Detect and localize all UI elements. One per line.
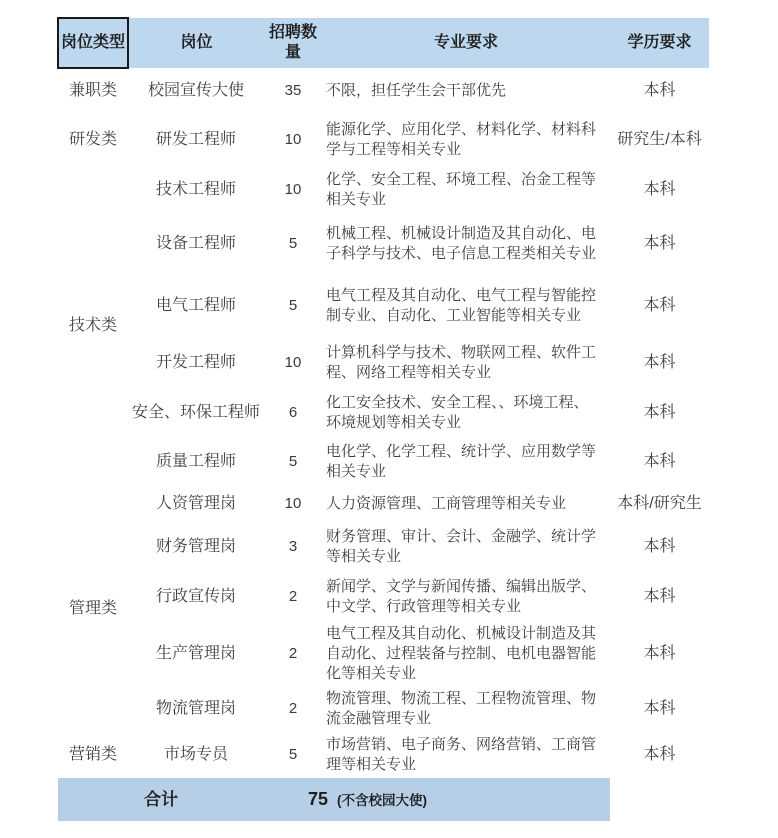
education-cell: 本科 — [643, 353, 676, 371]
major-cell: 化工安全技术、安全工程、、环境工程、环境规划等相关专业 — [326, 394, 589, 431]
education-cell: 本科 — [643, 746, 676, 763]
col-header-category: 岗位类型 — [58, 18, 128, 68]
education-cell: 本科 — [643, 645, 676, 662]
major-cell: 电气工程及其自动化、机械设计制造及其自动化、过程装备与控制、电机电器智能化等相关专业 — [326, 625, 597, 682]
table-row — [58, 113, 709, 166]
education-cell: 本科/研究生 — [617, 495, 702, 512]
table-row — [58, 486, 709, 522]
col-header-education: 学历要求 — [610, 18, 709, 68]
position-cell: 生产管理岗 — [155, 645, 236, 662]
major-cell: 物流管理、物流工程、工程物流管理、物流金融管理专业 — [326, 690, 597, 727]
table-row — [58, 732, 709, 778]
count-cell: 2 — [288, 645, 298, 662]
category-cell: 营销类 — [68, 746, 117, 763]
position-cell: 校园宣传大使 — [147, 81, 244, 99]
table-row — [58, 166, 709, 213]
major-cell: 不限，担任学生会干部优先 — [326, 81, 507, 99]
position-cell: 行政宣传岗 — [155, 588, 236, 605]
table-row — [58, 275, 709, 337]
education-cell: 研究生/本科 — [617, 130, 702, 148]
position-cell: 财务管理岗 — [155, 538, 236, 555]
education-cell: 本科 — [643, 453, 676, 470]
major-cell: 机械工程、机械设计制造及其自动化、电子科学与技术、电子信息工程类相关专业 — [326, 225, 597, 262]
major-cell: 能源化学、应用化学、材料化学、材料科学与工程等相关专业 — [326, 120, 597, 158]
count-cell: 6 — [288, 404, 298, 421]
footer-row — [58, 778, 709, 821]
category-cell: 兼职类 — [68, 82, 117, 99]
footer-empty-cell — [610, 778, 709, 821]
position-cell: 安全、环保工程师 — [131, 404, 260, 421]
major-cell: 化学、安全工程、环境工程、冶金工程等相关专业 — [326, 170, 597, 208]
major-cell: 计算机科学与技术、物联网工程、软件工程、网络工程等相关专业 — [326, 343, 597, 381]
position-cell: 技术工程师 — [155, 180, 236, 198]
col-header-major: 专业要求 — [322, 18, 610, 68]
footer-total-note: (不含校园大使) — [337, 792, 428, 808]
footer-total-label: 合计 — [58, 778, 264, 821]
count-cell: 2 — [288, 700, 298, 717]
position-cell: 人资管理岗 — [155, 495, 236, 512]
col-header-count: 招聘数量 — [264, 18, 322, 68]
table-row — [58, 213, 709, 275]
education-cell: 本科 — [643, 404, 676, 421]
category-cell: 研发类 — [68, 130, 117, 148]
education-cell: 本科 — [643, 538, 676, 555]
education-cell: 本科 — [643, 235, 676, 252]
education-cell: 本科 — [643, 180, 676, 198]
count-cell: 5 — [288, 453, 298, 470]
footer-total-cell — [264, 778, 610, 821]
table-row — [58, 438, 709, 486]
position-cell: 设备工程师 — [155, 235, 236, 252]
table-row — [58, 572, 709, 622]
major-cell: 新闻学、文学与新闻传播、编辑出版学、中文学、行政管理等相关专业 — [326, 578, 597, 615]
count-cell: 2 — [288, 588, 298, 605]
table-row — [58, 68, 709, 113]
count-cell: 5 — [288, 297, 298, 314]
major-cell: 市场营销、电子商务、网络营销、工商管理等相关专业 — [326, 736, 597, 773]
category-cell: 技术类 — [68, 317, 117, 334]
major-cell: 财务管理、审计、会计、金融学、统计学等相关专业 — [326, 528, 597, 565]
count-cell: 5 — [288, 746, 298, 763]
education-cell: 本科 — [643, 700, 676, 717]
footer-total-value: 75 — [308, 788, 329, 809]
position-cell: 质量工程师 — [155, 453, 236, 470]
count-cell: 5 — [288, 235, 298, 252]
major-cell: 人力资源管理、工商管理等相关专业 — [326, 495, 567, 512]
major-cell: 电气工程及其自动化、电气工程与智能控制专业、自动化、工业智能等相关专业 — [326, 287, 597, 324]
table-row — [58, 686, 709, 732]
count-cell: 10 — [284, 353, 302, 371]
count-cell: 10 — [284, 495, 302, 512]
education-cell: 本科 — [643, 297, 676, 314]
col-header-position: 岗位 — [128, 18, 264, 68]
recruitment-table — [57, 17, 709, 821]
count-cell: 3 — [288, 538, 298, 555]
education-cell: 本科 — [643, 81, 676, 99]
table-row — [58, 337, 709, 388]
position-cell: 物流管理岗 — [155, 700, 236, 717]
table-row — [58, 388, 709, 438]
count-cell: 10 — [284, 130, 302, 148]
header-row — [58, 18, 709, 68]
major-cell: 电化学、化学工程、统计学、应用数学等相关专业 — [326, 443, 597, 480]
table-row — [58, 522, 709, 572]
count-cell: 10 — [284, 180, 302, 198]
position-cell: 研发工程师 — [155, 130, 236, 148]
position-cell: 开发工程师 — [155, 353, 236, 371]
count-cell: 35 — [284, 81, 302, 99]
position-cell: 市场专员 — [163, 746, 228, 763]
position-cell: 电气工程师 — [155, 297, 236, 314]
education-cell: 本科 — [643, 588, 676, 605]
category-cell: 管理类 — [68, 600, 117, 617]
table-row — [58, 622, 709, 686]
